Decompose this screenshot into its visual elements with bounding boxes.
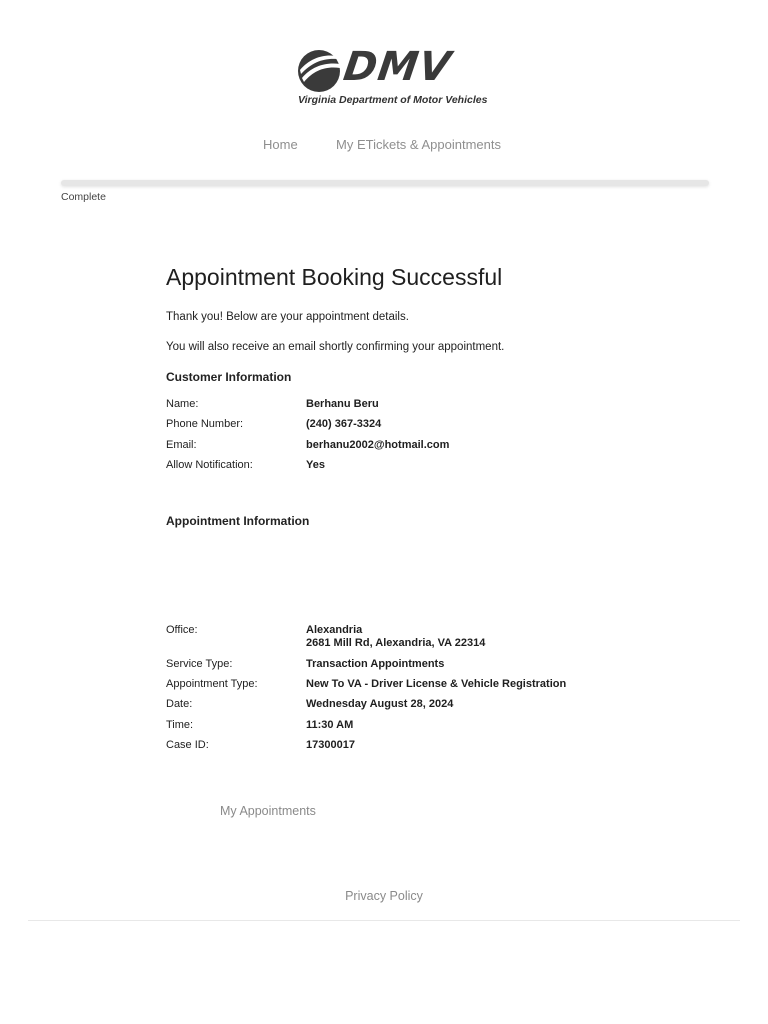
case-id-label: Case ID:	[166, 739, 209, 751]
date-value: Wednesday August 28, 2024	[306, 698, 454, 710]
nav-home-link[interactable]: Home	[263, 137, 298, 152]
time-value: 11:30 AM	[306, 719, 354, 731]
case-id-value: 17300017	[306, 739, 355, 751]
privacy-policy-link[interactable]: Privacy Policy	[345, 889, 423, 903]
appointment-type-label: Appointment Type:	[166, 678, 258, 690]
thank-you-text: Thank you! Below are your appointment details.	[166, 311, 409, 323]
email-notice-text: You will also receive an email shortly confirming your appointment.	[166, 341, 505, 353]
nav-my-etickets-link[interactable]: My ETickets & Appointments	[336, 137, 501, 152]
service-type-value: Transaction Appointments	[306, 658, 445, 670]
logo-subtitle: Virginia Department of Motor Vehicles	[298, 94, 488, 106]
email-value: berhanu2002@hotmail.com	[306, 439, 450, 451]
date-label: Date:	[166, 698, 193, 710]
name-label: Name:	[166, 398, 199, 410]
customer-info-heading: Customer Information	[166, 370, 292, 384]
service-type-label: Service Type:	[166, 658, 233, 670]
office-address: 2681 Mill Rd, Alexandria, VA 22314	[306, 637, 486, 649]
appointment-type-value: New To VA - Driver License & Vehicle Registration	[306, 678, 567, 690]
name-value: Berhanu Beru	[306, 398, 379, 410]
my-appointments-link[interactable]: My Appointments	[220, 804, 316, 818]
page-title: Appointment Booking Successful	[166, 264, 503, 290]
time-label: Time:	[166, 719, 194, 731]
office-name: Alexandria	[306, 624, 363, 636]
office-label: Office:	[166, 624, 198, 636]
top-nav	[0, 137, 768, 157]
dmv-logo-icon	[296, 48, 342, 94]
dmv-logo[interactable]	[296, 44, 488, 112]
progress-bar	[61, 180, 709, 186]
logo-wordmark: DMV	[340, 44, 455, 90]
progress-fill	[61, 180, 709, 186]
phone-label: Phone Number:	[166, 418, 244, 430]
notification-label: Allow Notification:	[166, 459, 253, 471]
appointment-info-heading: Appointment Information	[166, 514, 310, 528]
phone-value: (240) 367-3324	[306, 418, 382, 430]
email-label: Email:	[166, 439, 197, 451]
progress-label: Complete	[61, 191, 106, 203]
footer-divider	[28, 920, 740, 921]
notification-value: Yes	[306, 459, 325, 471]
